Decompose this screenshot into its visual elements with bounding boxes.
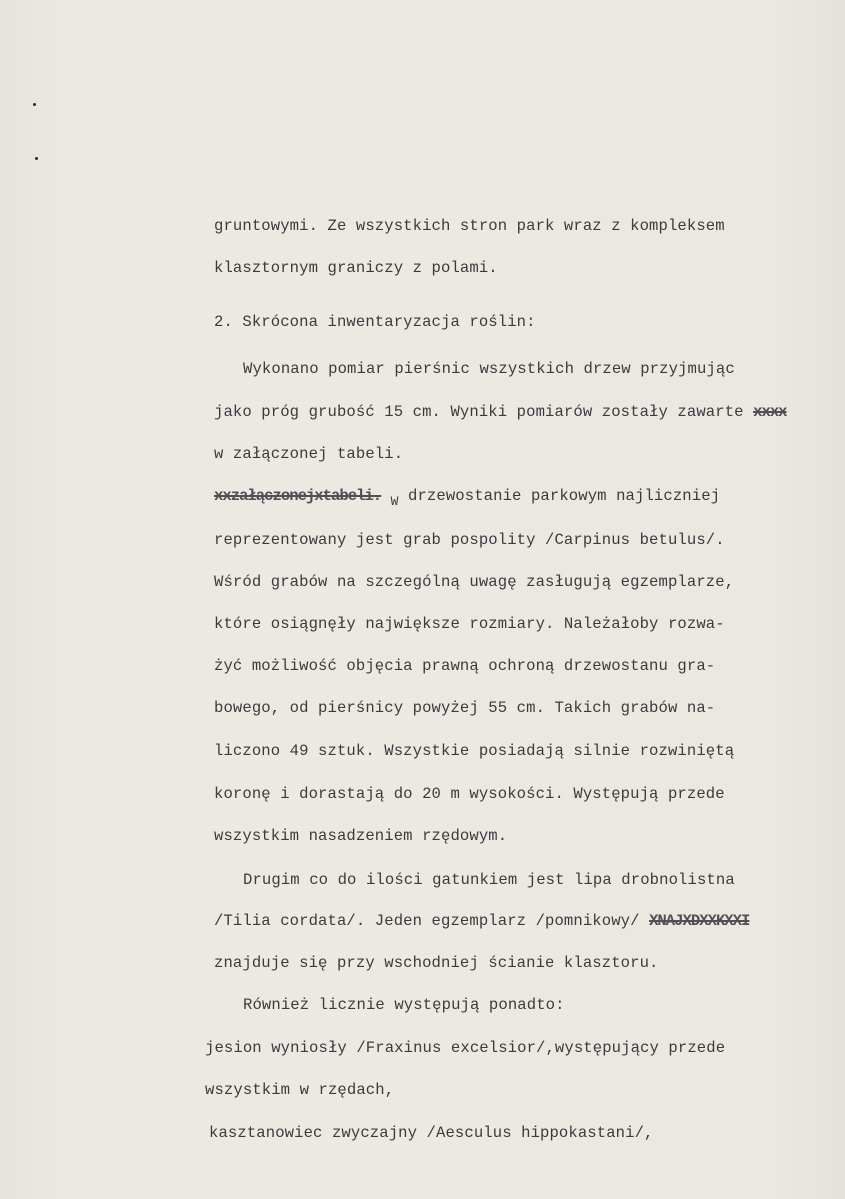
text-line: jesion wyniosły /Fraxinus excelsior/,występujący przede: [205, 1039, 726, 1057]
text-line: [214, 486, 720, 507]
text-line: [214, 402, 787, 422]
text-segment: jako próg grubość 15 cm. Wyniki pomiarów zostały zawarte: [214, 403, 744, 421]
text-line: [214, 911, 749, 931]
margin-dot: [35, 157, 38, 160]
margin-dot: [33, 103, 36, 106]
text-line: Wśród grabów na szczególną uwagę zasługują egzemplarze,: [214, 573, 735, 591]
text-line: które osiągnęły największe rozmiary. Należałoby rozwa-: [214, 615, 725, 633]
text-line: znajduje się przy wschodniej ścianie klasztoru.: [214, 954, 659, 972]
text-segment: /Tilia cordata/. Jeden egzemplarz /pomnikowy/: [214, 912, 640, 930]
text-line: wszystkim nasadzeniem rzędowym.: [214, 827, 508, 845]
text-line: wszystkim w rzędach,: [205, 1081, 395, 1099]
text-line: bowego, od pierśnicy powyżej 55 cm. Takich grabów na-: [214, 699, 716, 717]
struck-text: XNAJXDXXKXXI: [649, 912, 750, 930]
inserted-letter: W: [390, 494, 399, 509]
text-line: koronę i dorastają do 20 m wysokości. Występują przede: [214, 785, 725, 803]
text-line: klasztornym graniczy z polami.: [214, 259, 498, 277]
struck-text: xxzałączonejxtabeli.: [214, 487, 382, 505]
section-heading: 2. Skrócona inwentaryzacja roślin:: [214, 313, 536, 331]
text-line: Również licznie występują ponadto:: [243, 996, 565, 1014]
text-line: Wykonano pomiar pierśnic wszystkich drzew przyjmując: [243, 360, 735, 378]
text-line: Drugim co do ilości gatunkiem jest lipa drobnolistna: [243, 871, 735, 889]
text-line: żyć możliwość objęcia prawną ochroną drzewostanu gra-: [214, 657, 716, 675]
text-line: reprezentowany jest grab pospolity /Carpinus betulus/.: [214, 531, 725, 549]
text-line: gruntowymi. Ze wszystkich stron park wraz z kompleksem: [214, 217, 725, 235]
text-line: liczono 49 sztuk. Wszystkie posiadają silnie rozwiniętą: [214, 742, 735, 760]
text-line: w załączonej tabeli.: [214, 445, 404, 463]
struck-text: xxxx: [753, 403, 787, 421]
text-segment: drzewostanie parkowym najliczniej: [408, 487, 721, 505]
text-line: kasztanowiec zwyczajny /Aesculus hippokastani/,: [209, 1124, 654, 1142]
